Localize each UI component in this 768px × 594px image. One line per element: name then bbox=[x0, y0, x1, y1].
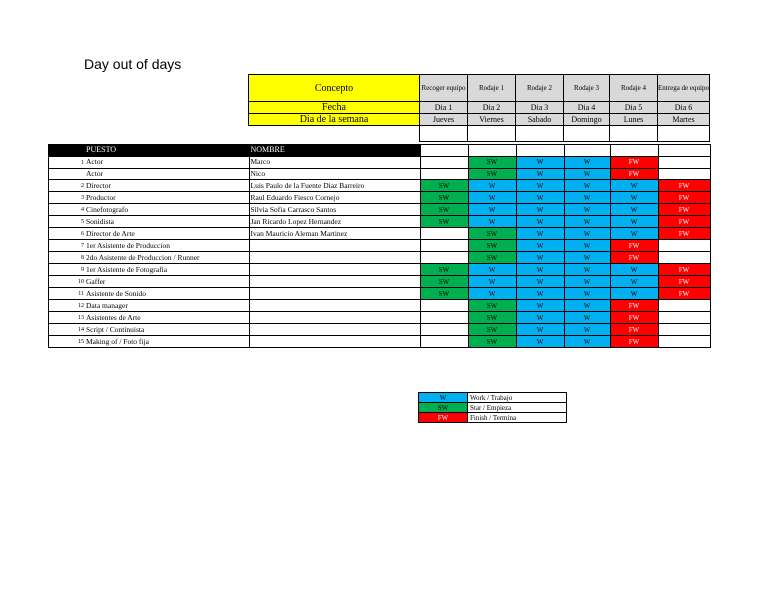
schedule-cell: SW bbox=[420, 276, 468, 288]
schedule-cell: W bbox=[516, 336, 564, 348]
schedule-cell: W bbox=[516, 252, 564, 264]
schedule-cell: W bbox=[468, 216, 516, 228]
day-weekday: Viernes bbox=[468, 114, 516, 126]
schedule-cell: SW bbox=[420, 192, 468, 204]
schedule-cell: W bbox=[516, 264, 564, 276]
row-number: 2 bbox=[49, 180, 86, 192]
row-number: 1 bbox=[49, 156, 86, 168]
schedule-cell: W bbox=[516, 300, 564, 312]
schedule-cell: FW bbox=[610, 312, 658, 324]
schedule-cell: W bbox=[610, 228, 658, 240]
schedule-cell bbox=[658, 252, 710, 264]
schedule-cell: W bbox=[516, 168, 564, 180]
day-number: Dia 1 bbox=[420, 102, 468, 114]
schedule-cell: FW bbox=[610, 168, 658, 180]
schedule-cell: W bbox=[516, 204, 564, 216]
row-puesto: Cinefotografo bbox=[85, 204, 249, 216]
row-nombre bbox=[249, 300, 420, 312]
row-puesto: Actor bbox=[85, 168, 249, 180]
table-row bbox=[49, 264, 711, 276]
legend-row bbox=[419, 403, 567, 413]
table-row bbox=[49, 252, 711, 264]
row-number: 12 bbox=[49, 300, 86, 312]
table-row bbox=[49, 192, 711, 204]
schedule-cell: SW bbox=[468, 228, 516, 240]
schedule-cell: FW bbox=[610, 252, 658, 264]
schedule-cell: FW bbox=[658, 204, 710, 216]
schedule-cell: FW bbox=[658, 288, 710, 300]
row-puesto: Gaffer bbox=[85, 276, 249, 288]
row-nombre bbox=[249, 336, 420, 348]
row-nombre bbox=[249, 276, 420, 288]
schedule-cell: W bbox=[468, 276, 516, 288]
row-number: 5 bbox=[49, 216, 86, 228]
schedule-cell bbox=[420, 228, 468, 240]
schedule-cell: W bbox=[564, 216, 610, 228]
schedule-cell: W bbox=[564, 300, 610, 312]
schedule-cell: W bbox=[516, 324, 564, 336]
table-row bbox=[49, 288, 711, 300]
schedule-cell: FW bbox=[610, 240, 658, 252]
row-nombre: Nico bbox=[249, 168, 420, 180]
table-row bbox=[49, 216, 711, 228]
row-puesto: 1er Asistente de Produccion bbox=[85, 240, 249, 252]
table-row bbox=[49, 228, 711, 240]
schedule-cell bbox=[658, 300, 710, 312]
row-nombre bbox=[249, 312, 420, 324]
schedule-cell: W bbox=[564, 180, 610, 192]
table-row bbox=[49, 312, 711, 324]
schedule-cell: W bbox=[564, 168, 610, 180]
schedule-cell bbox=[658, 324, 710, 336]
schedule-cell bbox=[658, 168, 710, 180]
row-number: 9 bbox=[49, 264, 86, 276]
row-puesto: Script / Continuista bbox=[85, 324, 249, 336]
schedule-cell: W bbox=[564, 156, 610, 168]
day-number: Dia 4 bbox=[564, 102, 610, 114]
day-number: Dia 3 bbox=[516, 102, 564, 114]
schedule-cell bbox=[420, 240, 468, 252]
day-weekday: Lunes bbox=[610, 114, 658, 126]
schedule-table bbox=[48, 144, 711, 348]
row-nombre bbox=[249, 240, 420, 252]
day-weekday: Sabado bbox=[516, 114, 564, 126]
row-nombre: Raul Eduardo Fiesco Cornejo bbox=[249, 192, 420, 204]
schedule-cell: FW bbox=[610, 324, 658, 336]
schedule-cell: W bbox=[516, 240, 564, 252]
schedule-cell: SW bbox=[468, 336, 516, 348]
table-row bbox=[49, 276, 711, 288]
schedule-cell: W bbox=[564, 264, 610, 276]
schedule-cell: FW bbox=[658, 216, 710, 228]
legend bbox=[418, 392, 567, 423]
schedule-cell: W bbox=[610, 264, 658, 276]
row-puesto: Director bbox=[85, 180, 249, 192]
row-number: 11 bbox=[49, 288, 86, 300]
schedule-cell: W bbox=[516, 216, 564, 228]
schedule-cell: W bbox=[610, 216, 658, 228]
day-concept: Recoger equipo bbox=[420, 75, 468, 102]
weekday-label: Dia de la semana bbox=[249, 114, 420, 126]
schedule-cell: W bbox=[468, 204, 516, 216]
schedule-cell: SW bbox=[468, 252, 516, 264]
schedule-cell: W bbox=[610, 288, 658, 300]
schedule-cell bbox=[420, 324, 468, 336]
schedule-cell bbox=[658, 240, 710, 252]
schedule-header bbox=[248, 74, 710, 142]
row-number: 3 bbox=[49, 192, 86, 204]
day-concept: Rodaje 2 bbox=[516, 75, 564, 102]
table-row bbox=[49, 300, 711, 312]
row-nombre bbox=[249, 324, 420, 336]
legend-row bbox=[419, 413, 567, 423]
schedule-cell bbox=[420, 252, 468, 264]
schedule-cell: W bbox=[564, 192, 610, 204]
row-puesto: Director de Arte bbox=[85, 228, 249, 240]
legend-code: W bbox=[419, 393, 468, 403]
col-puesto: PUESTO bbox=[85, 145, 249, 157]
table-row bbox=[49, 240, 711, 252]
table-row bbox=[49, 324, 711, 336]
row-puesto: 2do Asistente de Produccion / Runner bbox=[85, 252, 249, 264]
schedule-cell: FW bbox=[658, 192, 710, 204]
row-puesto: Actor bbox=[85, 156, 249, 168]
schedule-cell: W bbox=[564, 312, 610, 324]
schedule-cell: SW bbox=[420, 204, 468, 216]
schedule-cell: FW bbox=[658, 180, 710, 192]
schedule-cell: W bbox=[564, 204, 610, 216]
row-number: 6 bbox=[49, 228, 86, 240]
table-row bbox=[49, 204, 711, 216]
row-nombre: Silvia Sofia Carrasco Santos bbox=[249, 204, 420, 216]
page-title: Day out of days bbox=[84, 56, 182, 72]
row-number: 15 bbox=[49, 336, 86, 348]
row-nombre: Marco bbox=[249, 156, 420, 168]
schedule-cell: SW bbox=[468, 312, 516, 324]
schedule-cell: SW bbox=[468, 324, 516, 336]
schedule-cell bbox=[658, 156, 710, 168]
row-puesto: 1er Asistente de Fotografia bbox=[85, 264, 249, 276]
schedule-cell: W bbox=[516, 276, 564, 288]
fecha-label: Fecha bbox=[249, 102, 420, 114]
schedule-cell: SW bbox=[468, 156, 516, 168]
schedule-cell: W bbox=[610, 276, 658, 288]
legend-row bbox=[419, 393, 567, 403]
schedule-cell: W bbox=[564, 336, 610, 348]
schedule-cell: FW bbox=[658, 228, 710, 240]
schedule-cell bbox=[658, 312, 710, 324]
schedule-cell: W bbox=[516, 228, 564, 240]
schedule-cell: W bbox=[516, 156, 564, 168]
schedule-cell: W bbox=[564, 252, 610, 264]
row-nombre bbox=[249, 264, 420, 276]
schedule-cell: W bbox=[516, 180, 564, 192]
day-weekday: Jueves bbox=[420, 114, 468, 126]
day-concept: Rodaje 3 bbox=[564, 75, 610, 102]
schedule-cell: W bbox=[564, 324, 610, 336]
schedule-cell: W bbox=[564, 228, 610, 240]
table-header-row bbox=[49, 145, 711, 157]
day-weekday: Martes bbox=[658, 114, 710, 126]
legend-code: SW bbox=[419, 403, 468, 413]
legend-desc: Star / Empieza bbox=[468, 403, 567, 413]
row-nombre bbox=[249, 288, 420, 300]
row-nombre: Ivan Mauricio Aleman Martinez bbox=[249, 228, 420, 240]
schedule-cell: SW bbox=[468, 168, 516, 180]
row-number: 14 bbox=[49, 324, 86, 336]
schedule-cell: W bbox=[564, 276, 610, 288]
legend-code: FW bbox=[419, 413, 468, 423]
row-puesto: Asistentes de Arte bbox=[85, 312, 249, 324]
schedule-cell bbox=[420, 168, 468, 180]
day-concept: Rodaje 1 bbox=[468, 75, 516, 102]
schedule-cell bbox=[420, 312, 468, 324]
row-number: 8 bbox=[49, 252, 86, 264]
schedule-cell: W bbox=[516, 312, 564, 324]
schedule-cell: SW bbox=[420, 288, 468, 300]
schedule-cell: FW bbox=[658, 264, 710, 276]
schedule-cell bbox=[420, 300, 468, 312]
schedule-cell: W bbox=[516, 288, 564, 300]
schedule-cell: W bbox=[516, 192, 564, 204]
legend-desc: Finish / Termina bbox=[468, 413, 567, 423]
schedule-cell bbox=[420, 156, 468, 168]
schedule-cell: FW bbox=[610, 156, 658, 168]
day-number: Dia 5 bbox=[610, 102, 658, 114]
day-weekday: Domingo bbox=[564, 114, 610, 126]
schedule-cell: W bbox=[468, 180, 516, 192]
row-puesto: Sonidista bbox=[85, 216, 249, 228]
row-number bbox=[49, 168, 86, 180]
day-number: Dia 6 bbox=[658, 102, 710, 114]
table-row bbox=[49, 336, 711, 348]
schedule-cell: FW bbox=[658, 276, 710, 288]
schedule-cell: SW bbox=[468, 240, 516, 252]
schedule-cell: W bbox=[610, 180, 658, 192]
row-puesto: Productor bbox=[85, 192, 249, 204]
row-puesto: Making of / Foto fija bbox=[85, 336, 249, 348]
schedule-cell: SW bbox=[420, 264, 468, 276]
row-number: 4 bbox=[49, 204, 86, 216]
schedule-cell: W bbox=[610, 192, 658, 204]
concept-label: Concepto bbox=[249, 75, 420, 102]
row-number: 13 bbox=[49, 312, 86, 324]
legend-desc: Work / Trabajo bbox=[468, 393, 567, 403]
schedule-cell bbox=[658, 336, 710, 348]
schedule-cell: SW bbox=[468, 300, 516, 312]
row-puesto: Asistente de Sonido bbox=[85, 288, 249, 300]
row-nombre bbox=[249, 252, 420, 264]
schedule-cell: W bbox=[468, 264, 516, 276]
table-row bbox=[49, 180, 711, 192]
row-puesto: Data manager bbox=[85, 300, 249, 312]
row-number: 10 bbox=[49, 276, 86, 288]
schedule-cell: W bbox=[564, 288, 610, 300]
schedule-cell: W bbox=[468, 288, 516, 300]
table-row bbox=[49, 168, 711, 180]
schedule-cell: SW bbox=[420, 216, 468, 228]
row-number: 7 bbox=[49, 240, 86, 252]
table-row bbox=[49, 156, 711, 168]
day-concept: Entrega de equipo bbox=[658, 75, 710, 102]
schedule-cell: W bbox=[564, 240, 610, 252]
schedule-cell: FW bbox=[610, 336, 658, 348]
day-concept: Rodaje 4 bbox=[610, 75, 658, 102]
schedule-cell: W bbox=[610, 204, 658, 216]
schedule-cell: FW bbox=[610, 300, 658, 312]
col-nombre: NOMBRE bbox=[249, 145, 420, 157]
day-number: Dia 2 bbox=[468, 102, 516, 114]
row-nombre: Jan Ricardo Lopez Hernandez bbox=[249, 216, 420, 228]
schedule-cell: W bbox=[468, 192, 516, 204]
row-nombre: Luis Paulo de la Fuente Diaz Barreiro bbox=[249, 180, 420, 192]
schedule-cell bbox=[420, 336, 468, 348]
schedule-cell: SW bbox=[420, 180, 468, 192]
